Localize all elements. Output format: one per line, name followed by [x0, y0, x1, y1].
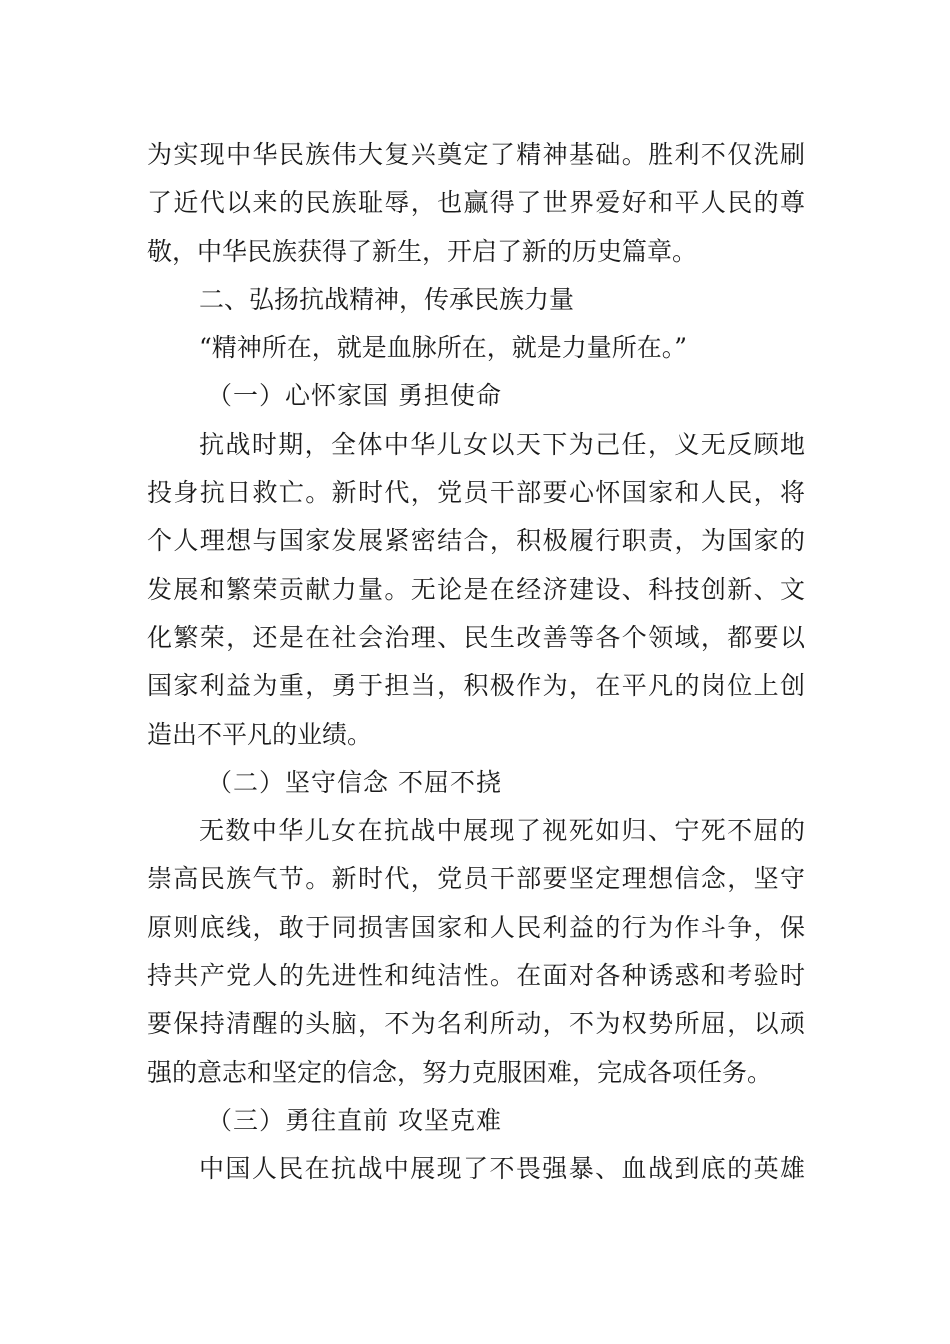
paragraph-line: 原则底线，敢于同损害国家和人民利益的行为作斗争，保 [147, 912, 805, 942]
paragraph-line: 无数中华儿女在抗战中展现了视死如归、宁死不屈的 [199, 816, 805, 846]
paragraph-line: 敬，中华民族获得了新生，开启了新的历史篇章。 [147, 236, 698, 266]
paragraph-line: 持共产党人的先进性和纯洁性。在面对各种诱惑和考验时 [147, 961, 805, 991]
subsection-heading: （一）心怀家国 勇担使命 [207, 381, 502, 411]
paragraph-line: 发展和繁荣贡献力量。无论是在经济建设、科技创新、文 [147, 574, 805, 604]
paragraph-line: 造出不平凡的业绩。 [147, 719, 373, 749]
paragraph-line: 崇高民族气节。新时代，党员干部要坚定理想信念，坚守 [147, 864, 805, 894]
section-heading: 二、弘扬抗战精神，传承民族力量 [199, 284, 575, 314]
paragraph-line: 强的意志和坚定的信念，努力克服困难，完成各项任务。 [147, 1057, 773, 1087]
document-body [147, 131, 805, 1194]
paragraph-line: 了近代以来的民族耻辱，也赢得了世界爱好和平人民的尊 [147, 188, 805, 218]
paragraph-line: 个人理想与国家发展紧密结合，积极履行职责，为国家的 [147, 526, 805, 556]
paragraph-line: 投身抗日救亡。新时代，党员干部要心怀国家和人民，将 [147, 478, 805, 508]
paragraph-line: 中国人民在抗战中展现了不畏强暴、血战到底的英雄 [199, 1154, 805, 1184]
paragraph-line: 化繁荣，还是在社会治理、民生改善等各个领域，都要以 [147, 622, 805, 652]
paragraph-line: 要保持清醒的头脑，不为名利所动，不为权势所屈，以顽 [147, 1009, 805, 1039]
paragraph-line: 为实现中华民族伟大复兴奠定了精神基础。胜利不仅洗刷 [147, 140, 805, 169]
subsection-heading: （三）勇往直前 攻坚克难 [207, 1105, 502, 1135]
paragraph-line: 抗战时期，全体中华儿女以天下为己任，义无反顾地 [199, 429, 805, 459]
subsection-heading: （二）坚守信念 不屈不挠 [207, 767, 502, 797]
quote-line: “精神所在，就是血脉所在，就是力量所在。” [199, 333, 688, 363]
paragraph-line: 国家利益为重，勇于担当，积极作为，在平凡的岗位上创 [147, 671, 805, 701]
